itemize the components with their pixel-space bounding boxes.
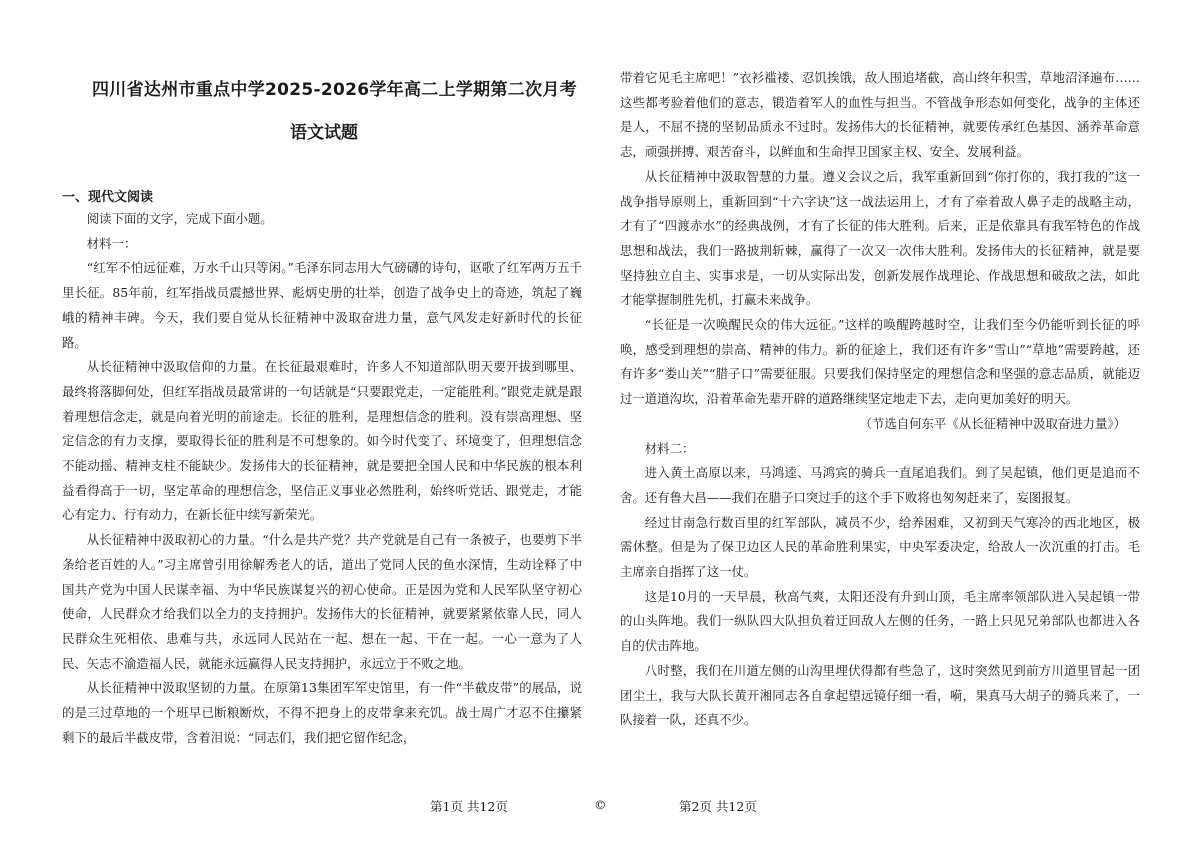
paragraph: 从长征精神中汲取坚韧的力量。在原第13集团军军史馆里，有一件“半截皮带”的展品，说的是三过草地的一个班早已断粮断炊，不得不把身上的皮带拿来充饥。战士周广才忍不住攥紧剩下的最后半截皮带，含着泪说：“同志们，我们把它留作纪念，: [62, 680, 582, 745]
paragraph: 这是10月的一天早晨，秋高气爽，太阳还没有升到山顶，毛主席率领部队进入吴起镇一带的山头阵地。我们一纵队四大队担负着迂回敌人左侧的任务，一路上只见兄弟部队也都进入各自的伏击阵地。: [620, 588, 1140, 654]
paragraph: 进入黄土高原以来，马鸿逵、马鸿宾的骑兵一直尾追我们。到了吴起镇，他们更是追而不舍。还有鲁大昌——我们在腊子口突过手的这个手下败将也匆匆赶来了，妄图报复。: [620, 465, 1140, 505]
document-subtitle: 语文试题: [290, 123, 358, 143]
page-number-right: 第2页 共12页: [679, 799, 757, 814]
document-title: 四川省达州市重点中学2025-2026学年高二上学期第二次月考: [92, 80, 577, 100]
paragraph: 经过甘南急行数百里的红军部队，减员不少，给养困难，又初到天气寒冷的西北地区，极需休整。但是为了保卫边区人民的革命胜利果实，中央军委决定，给敌人一次沉重的打击。毛主席亲自指挥了这一仗。: [620, 514, 1140, 580]
source-citation: （节选自何东平《从长征精神中汲取奋进力量》）: [859, 415, 1126, 431]
section-heading: 一、现代文阅读: [62, 190, 154, 205]
copyright-symbol: ©: [594, 797, 607, 812]
instruction-text: 阅读下面的文字，完成下面小题。: [86, 211, 273, 226]
material-two-label: 材料二：: [644, 440, 695, 456]
paragraph: 八时整，我们在川道左侧的山沟里埋伏得都有些急了，这时突然见到前方川道里冒起一团团尘土，我与大队长黄开湘同志各自拿起望远镜仔细一看，嗬，果真马大胡子的骑兵来了，一队接着一队，还真不少。: [620, 662, 1140, 728]
right-column: [620, 66, 1140, 733]
left-column: [62, 207, 582, 750]
paragraph: “红军不怕远征难，万水千山只等闲。”毛泽东同志用大气磅礴的诗句，讴歌了红军两万五千里长征。85年前，红军指战员震撼世界、彪炳史册的壮举，创造了战争史上的奇迹，筑起了巍峨的精神丰碑。今天，我们要自觉从长征精神中汲取奋进力量，意气风发走好新时代的长征路。: [62, 260, 582, 350]
paragraph-continued: 带着它见毛主席吧！”衣衫褴褛、忍饥挨饿，敌人围追堵截，高山终年积雪，草地沼泽遍布……这些都考验着他们的意志，锻造着军人的血性与担当。不管战争形态如何变化，战争的主体还是人，不屈不挠的坚韧品质永不过时。发扬伟大的长征精神，就要传承红色基因、涵养革命意志，顽强拼搏、艰苦奋斗，以鲜血和生命捍卫国家主权、安全、发展利益。: [620, 70, 1140, 160]
paragraph: 从长征精神中汲取初心的力量。“什么是共产党？共产党就是自己有一条被子，也要剪下半条给老百姓的人。”习主席曾引用徐解秀老人的话，道出了党同人民的鱼水深情，生动诠释了中国共产党为中国人民谋幸福、为中华民族谋复兴的初心使命。正是因为党和人民军队坚守初心使命，人民群众才给我们以全力的支持拥护。发扬伟大的长征精神，就要紧紧依靠人民，同人民群众生死相依、患难与共，永远同人民站在一起、想在一起、干在一起。一心一意为了人民、矢志不渝造福人民，就能永远赢得人民支持拥护，永远立于不败之地。: [62, 532, 582, 671]
paragraph: “长征是一次唤醒民众的伟大远征。”这样的唤醒跨越时空，让我们至今仍能听到长征的呼唤，感受到理想的崇高、精神的伟力。新的征途上，我们还有许多“雪山”“草地”需要跨越，还有许多“娄山关”“腊子口”需要征服。只要我们保持坚定的理想信念和坚强的意志品质，就能迈过一道道沟坎，沿着革命先辈开辟的道路继续坚定地走下去，走向更加美好的明天。: [620, 317, 1140, 407]
paragraph: 从长征精神中汲取信仰的力量。在长征最艰难时，许多人不知道部队明天要开拔到哪里、最终将落脚何处，但红军指战员最常讲的一句话就是“只要跟党走，一定能胜利。”跟党走就是跟着理想信念走，就是向着光明的前途走。长征的胜利，是理想信念的胜利。没有崇高理想、坚定信念的有力支撑，要取得长征的胜利是不可想象的。如今时代变了、环境变了，但理想信念不能动摇、精神支柱不能缺少。发扬伟大的长征精神，就是要把全国人民和中华民族的根本利益看得高于一切，坚定革命的理想信念，坚信正义事业必然胜利，始终听党话、跟党走，才能心有定力、行有动力，在新长征中续写新荣光。: [62, 359, 582, 523]
page-number-left: 第1页 共12页: [430, 799, 508, 814]
material-one-label: 材料一：: [86, 235, 137, 251]
paragraph: 从长征精神中汲取智慧的力量。遵义会议之后，我军重新回到“你打你的，我打我的”这一战争指导原则上，重新回到“十六字诀”这一战法运用上，才有了牵着敌人鼻子走的战略主动，才有了“四渡赤水”的经典战例，才有了长征的伟大胜利。后来，正是依靠具有我军特色的作战思想和战法，我们一路披荆斩棘，赢得了一次又一次伟大胜利。发扬伟大的长征精神，就是要坚持独立自主、实事求是，一切从实际出发，创新发展作战理论、作战思想和破敌之法，如此才能掌握制胜先机，打赢未来战争。: [620, 168, 1140, 308]
